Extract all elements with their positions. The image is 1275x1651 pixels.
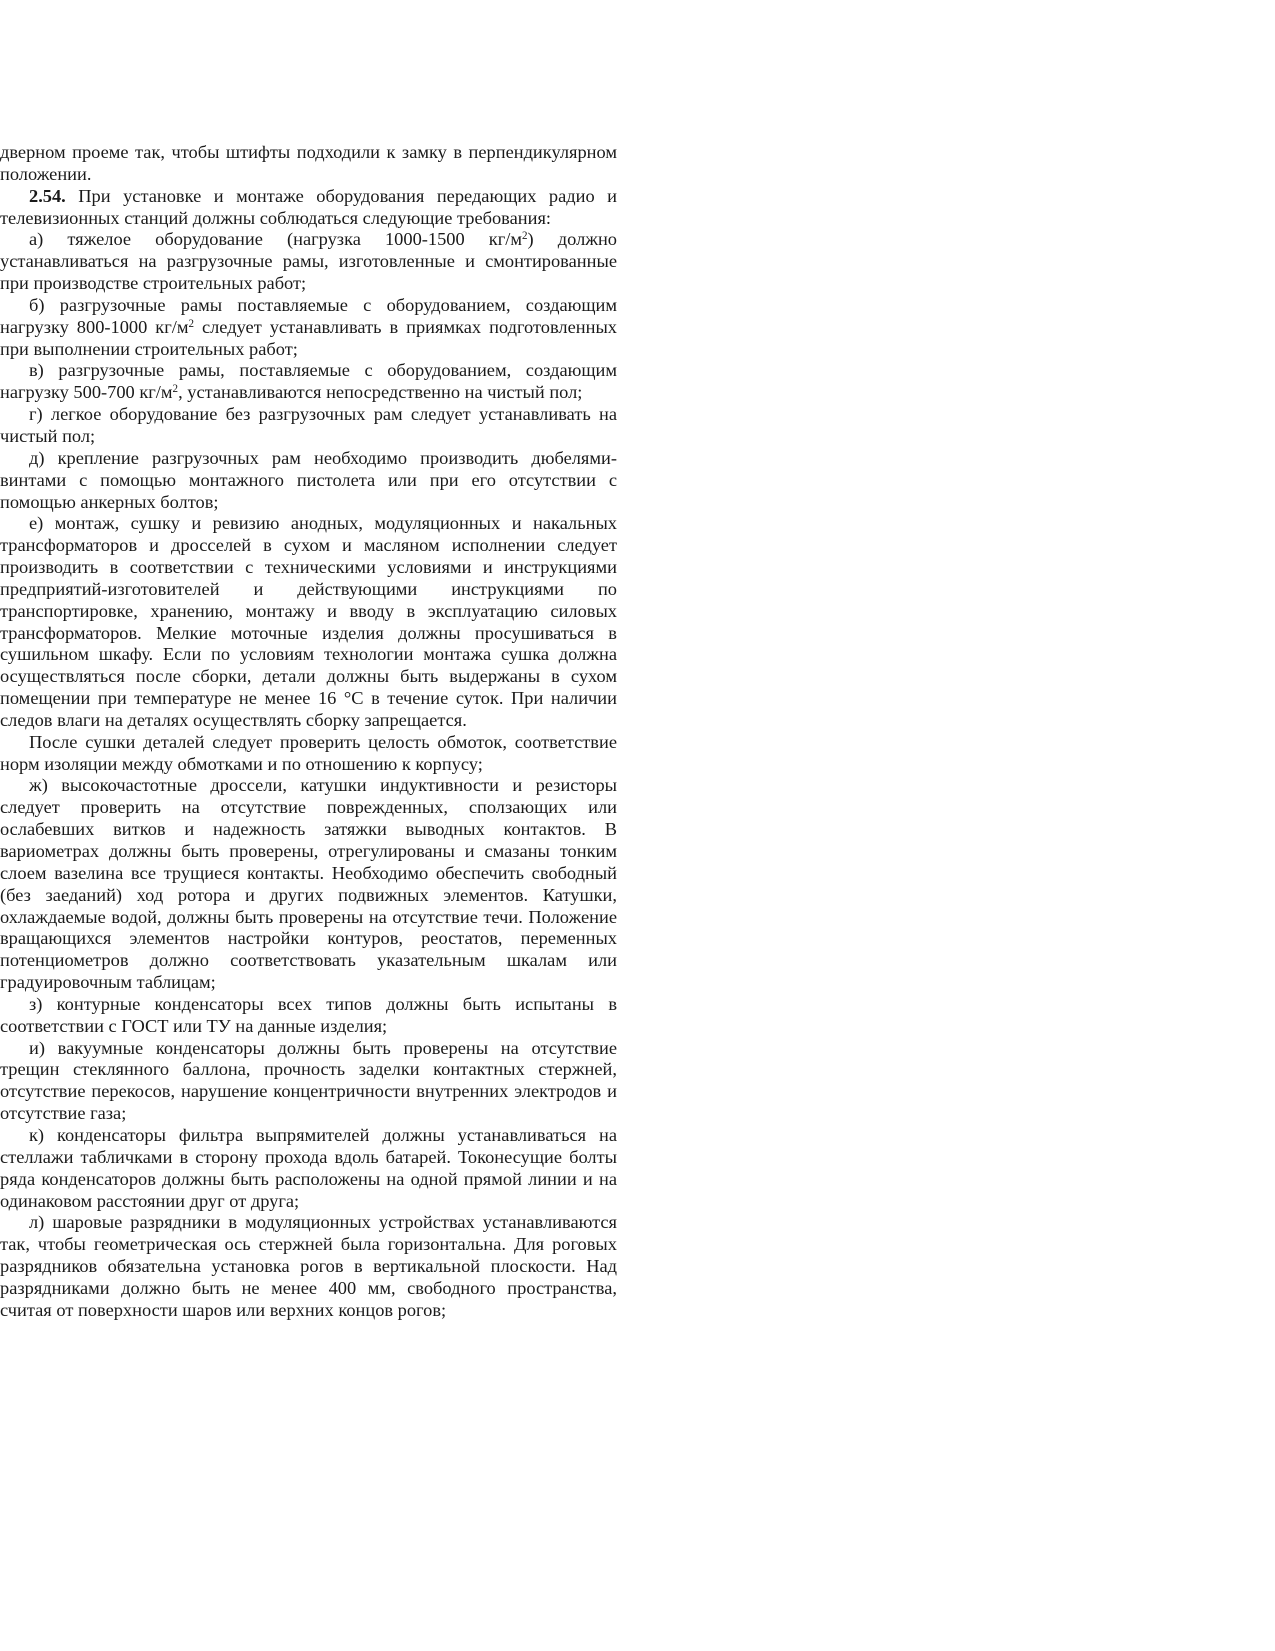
item-v-text-end: , устанавливаются непосредственно на чистый пол; [178, 382, 583, 403]
document-page [0, 142, 617, 1322]
clause-number: 2.54. [29, 185, 66, 206]
paragraph-after-drying: После сушки деталей следует проверить целость обмоток, соответствие норм изоляции между обмотками и по отношению к корпусу; [0, 731, 617, 774]
item-l: л) шаровые разрядники в модуляционных устройствах устанавливаются так, чтобы геометрическая ось стержней была горизонтальна. Для роговых разрядников обязательна установка рогов в вертикальной плоскости. Над разрядниками должно быть не менее 400 мм, свободного пространства, считая от поверхности шаров или верхних концов рогов; [0, 1212, 617, 1320]
item-v-text: в) разгрузочные рамы, поставляемые с оборудованием, создающим нагрузку 500-700 кг/м [0, 360, 617, 403]
item-z: з) контурные конденсаторы всех типов должны быть испытаны в соответствии с ГОСТ или ТУ на данные изделия; [0, 993, 617, 1036]
item-g: г) легкое оборудование без разгрузочных рам следует устанавливать на чистый пол; [0, 404, 617, 446]
item-b-text: б) разгрузочные рамы поставляемые с оборудованием, создающим нагрузку 800-1000 кг/м [0, 294, 617, 337]
item-a [0, 229, 617, 295]
item-a-text-end: ) должно устанавливаться на разгрузочные рамы, изготовленные и смонтированные при производстве строительных работ; [0, 229, 617, 294]
superscript: 2 [522, 230, 528, 243]
item-b-text-end: следует устанавливать в приямках подготовленных при выполнении строительных работ; [0, 316, 617, 359]
paragraph-2-54 [0, 186, 617, 230]
clause-text: При установке и монтаже оборудования передающих радио и телевизионных станций должны соблюдаться следующие требования: [0, 185, 617, 228]
item-i: и) вакуумные конденсаторы должны быть проверены на отсутствие трещин стеклянного баллона, прочность заделки контактных стержней, отсутствие перекосов, нарушение концентричности внутренних электродов и отсутствие газа; [0, 1037, 617, 1124]
item-b [0, 295, 617, 361]
item-a-text: а) тяжелое оборудование (нагрузка 1000-1500 кг/м [29, 229, 523, 250]
paragraph-continuation: дверном проеме так, чтобы штифты подходили к замку в перпендикулярном положении. [0, 142, 617, 184]
superscript: 2 [188, 317, 194, 330]
item-d: д) крепление разгрузочных рам необходимо производить дюбелями-винтами с помощью монтажного пистолета или при его отсутствии с помощью анкерных болтов; [0, 447, 617, 512]
item-e: е) монтаж, сушку и ревизию анодных, модуляционных и накальных трансформаторов и дросселей в сухом и масляном исполнении следует производить в соответствии с техническими условиями и инструкциями предприятий-изготовителей и действующими инструкциями по транспортировке, хранению, монтажу и вводу в эксплуатацию силовых трансформаторов. Мелкие моточные изделия должны просушиваться в сушильном шкафу. Если по условиям технологии монтажа сушка должна осуществляться после сборки, детали должны быть выдержаны в сухом помещении при температуре не менее 16 °С в течение суток. При наличии следов влаги на деталях осуществлять сборку запрещается. [0, 513, 617, 730]
item-v [0, 360, 617, 404]
superscript: 2 [172, 383, 179, 396]
item-zh: ж) высокочастотные дроссели, катушки индуктивности и резисторы следует проверить на отсутствие поврежденных, сползающих или ослабевших витков и надежность затяжки выводных контактов. В вариометрах должны быть проверены, отрегулированы и смазаны тонким слоем вазелина все трущиеся контакты. Необходимо обеспечить свободный (без заеданий) ход ротора и других подвижных элементов. Катушки, охлаждаемые водой, должны быть проверены на отсутствие течи. Положение вращающихся элементов настройки контуров, реостатов, переменных потенциометров должно соответствовать указательным шкалам или градуировочным таблицам; [0, 775, 617, 993]
item-k: к) конденсаторы фильтра выпрямителей должны устанавливаться на стеллажи табличками в сторону прохода вдоль батарей. Токонесущие болты ряда конденсаторов должны быть расположены на одной прямой линии и на одинаковом расстоянии друг от друга; [0, 1124, 617, 1211]
